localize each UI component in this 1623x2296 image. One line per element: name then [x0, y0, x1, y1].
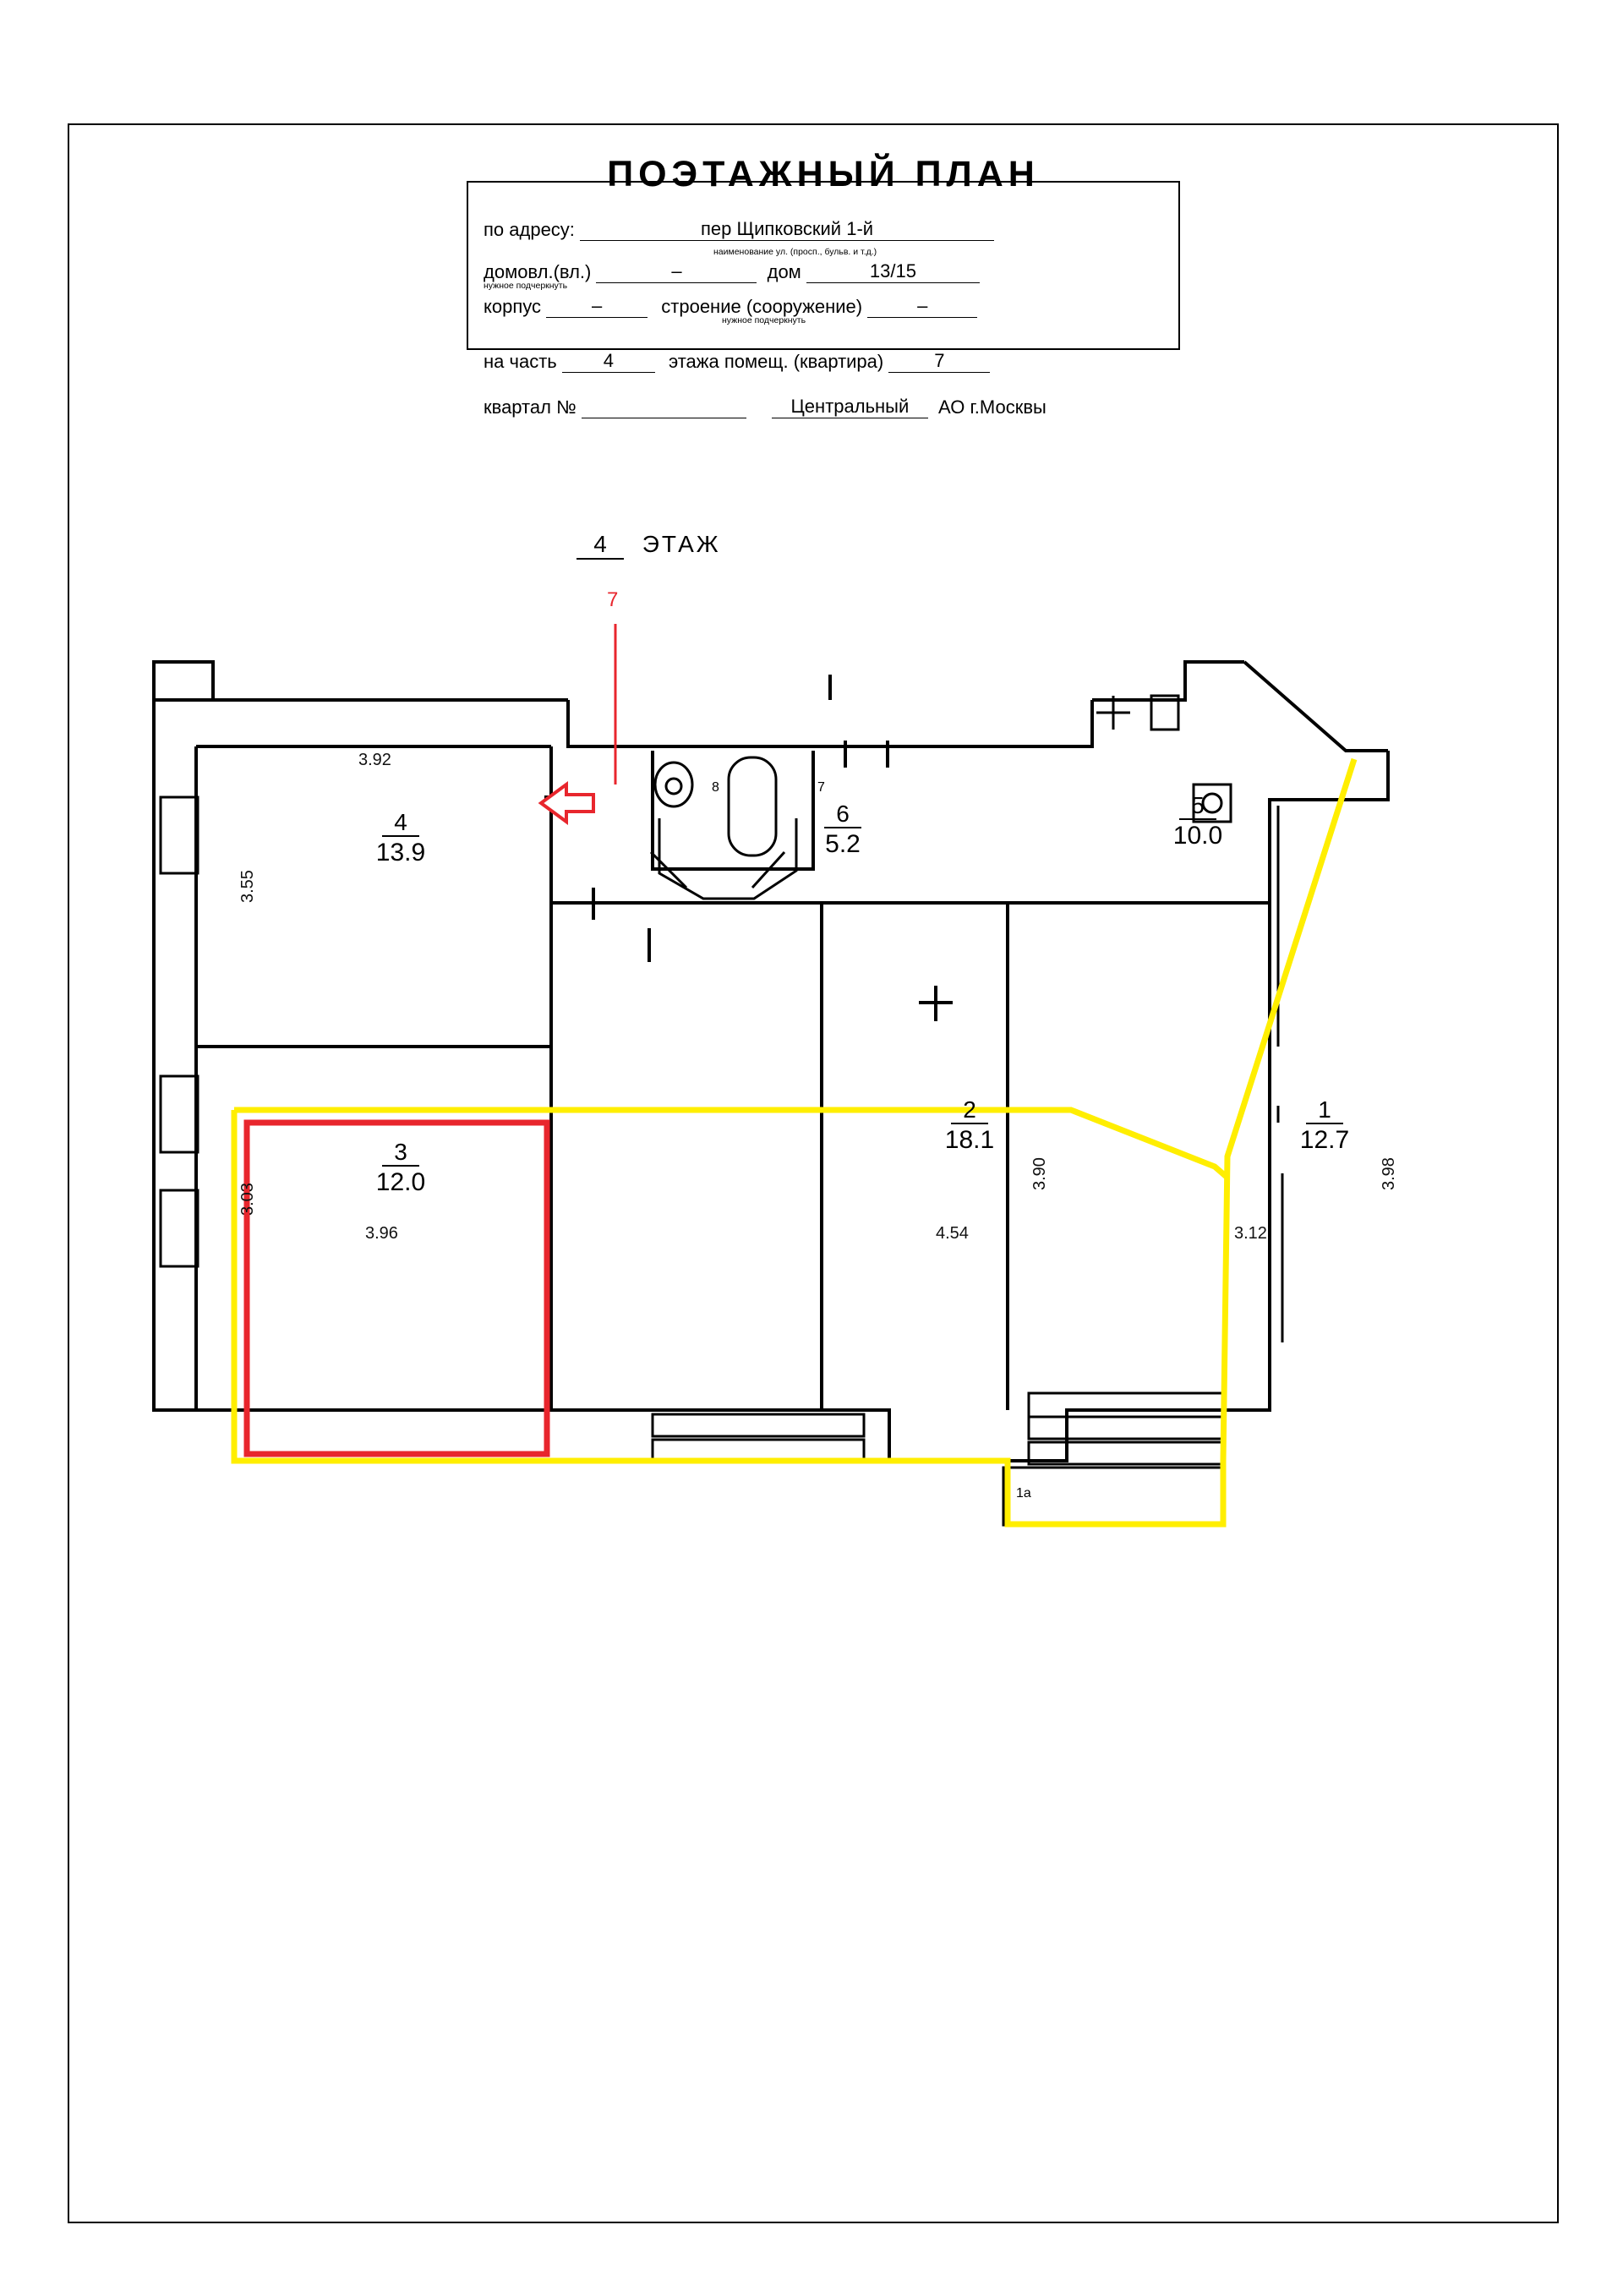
- room-number-1: 1: [1306, 1097, 1343, 1124]
- room-number-5: 5: [1179, 793, 1216, 820]
- room-number-3: 3: [382, 1140, 419, 1167]
- callout-number: 7: [607, 588, 619, 611]
- building-value: –: [546, 295, 648, 318]
- room-area-1: 12.7: [1299, 1126, 1350, 1154]
- room-area-4: 13.9: [375, 839, 426, 866]
- room-number-6: 6: [824, 801, 861, 828]
- floor-premises-label: этажа помещ. (квартира): [668, 351, 884, 372]
- entrance-arrow: [541, 784, 593, 822]
- structure-hint: нужное подчеркнуть: [722, 315, 806, 325]
- room-area-5: 10.0: [1172, 822, 1223, 850]
- room-label-5: [1134, 793, 1261, 850]
- balcony-label-1a: 1а: [1016, 1486, 1031, 1501]
- room-number-4: 4: [382, 810, 419, 837]
- floor-caption: [577, 531, 721, 560]
- structure-value: –: [867, 295, 977, 318]
- ownership-value: –: [596, 260, 757, 283]
- fixture-label-7: 7: [817, 780, 825, 795]
- dim-2-height: 3.90: [1030, 1157, 1049, 1190]
- ownership-label: домовл.(вл.): [484, 261, 592, 282]
- dim-4-height: 3.55: [238, 870, 257, 903]
- ownership-row: [484, 260, 980, 283]
- part-value: 4: [562, 350, 655, 373]
- dim-4-width: 3.92: [358, 751, 391, 769]
- room-label-2: [906, 1097, 1033, 1155]
- structure-label: строение (сооружение): [661, 296, 863, 317]
- address-hint: наименование ул. (просп., бульв. и т.д.): [713, 247, 877, 257]
- quarter-label: квартал №: [484, 396, 577, 418]
- fixture-label-8: 8: [712, 780, 719, 795]
- dim-1-width: 3.12: [1234, 1224, 1267, 1243]
- room-label-3: [333, 1140, 468, 1197]
- floor-number: 4: [577, 531, 624, 560]
- dim-2-width: 4.54: [936, 1224, 969, 1243]
- room-number-2: 2: [951, 1097, 988, 1124]
- building-label: корпус: [484, 296, 542, 317]
- building-row: [484, 295, 977, 318]
- part-row: [484, 350, 990, 373]
- floor-caption-label: ЭТАЖ: [642, 531, 721, 557]
- quarter-row: [484, 396, 1046, 418]
- title-block: [467, 154, 1180, 418]
- house-value: 13/15: [806, 260, 980, 283]
- dim-3-width: 3.96: [365, 1224, 398, 1243]
- address-label: по адресу:: [484, 219, 575, 240]
- address-row: [484, 218, 994, 241]
- dim-3-height: 3.03: [238, 1183, 257, 1216]
- room-label-1: [1261, 1097, 1388, 1155]
- room-area-2: 18.1: [944, 1126, 995, 1154]
- ownership-hint: нужное подчеркнуть: [484, 281, 568, 291]
- room-area-3: 12.0: [375, 1168, 426, 1196]
- room-label-4: [333, 810, 468, 867]
- room-area-6: 5.2: [825, 830, 861, 858]
- flat-value: 7: [888, 350, 990, 373]
- page-title: ПОЭТАЖНЫЙ ПЛАН: [607, 154, 1040, 194]
- floor-plan-drawing: [145, 588, 1481, 1545]
- address-value: пер Щипковский 1-й: [580, 218, 994, 241]
- document-sheet: [68, 123, 1559, 2223]
- room-label-6: [788, 801, 898, 859]
- district-suffix: АО г.Москвы: [938, 396, 1046, 418]
- dim-1-height: 3.98: [1380, 1157, 1398, 1190]
- district-value: Центральный: [772, 396, 928, 418]
- house-label: дом: [767, 261, 801, 282]
- part-label: на часть: [484, 351, 557, 372]
